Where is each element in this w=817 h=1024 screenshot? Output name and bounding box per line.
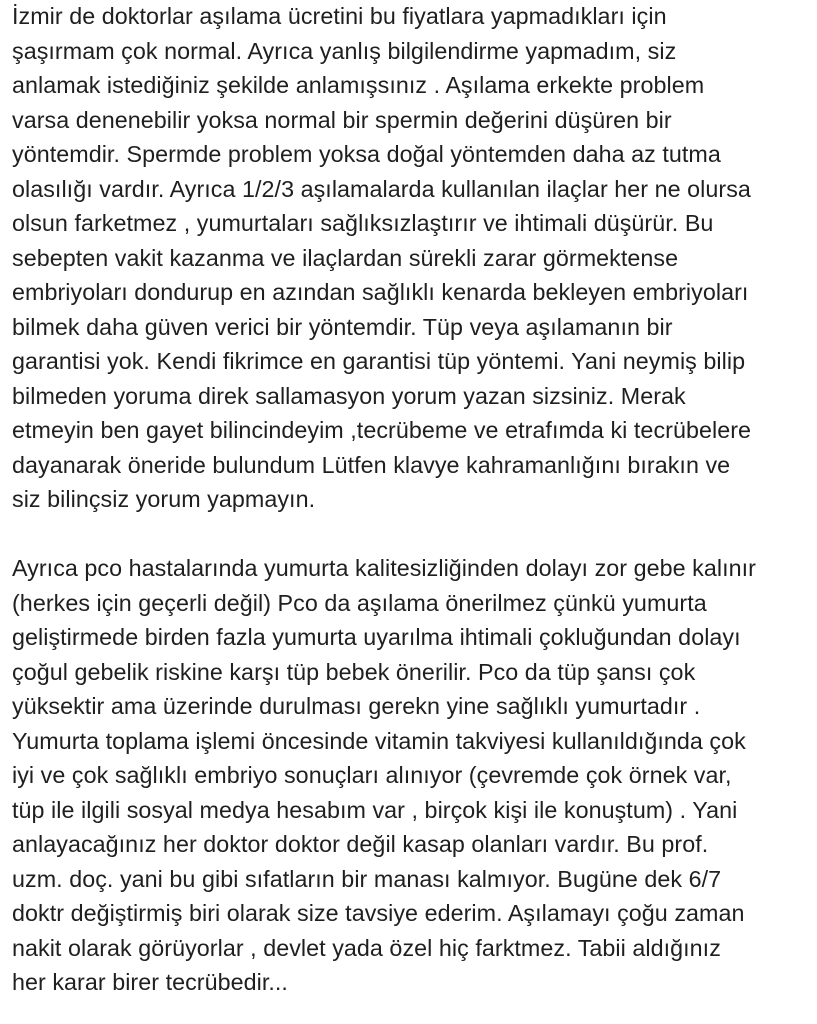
text-line: Yumurta toplama işlemi öncesinde vitamin takviyesi kullanıldığında çok bbox=[12, 727, 746, 754]
text-line: doktr değiştirmiş biri olarak size tavsiye ederim. Aşılamayı çoğu zaman bbox=[12, 900, 745, 926]
text-line: çoğul gebelik riskine karşı tüp bebek önerilir. Pco da tüp şansı çok bbox=[12, 658, 696, 685]
text-line: siz bilinçsiz yorum yapmayın. bbox=[12, 486, 316, 512]
text-line: yüksektir ama üzerinde durulması gerekn yine sağlıklı yumurtadır . bbox=[12, 693, 701, 719]
comment-paragraph-1 bbox=[12, 0, 811, 517]
text-line: Ayrıca pco hastalarında yumurta kalitesizliğinden dolayı zor gebe kalınır bbox=[12, 555, 756, 581]
text-line: varsa denenebilir yoksa normal bir spermin değerini düşüren bir bbox=[12, 106, 672, 133]
comment-paragraph-2 bbox=[12, 551, 811, 1000]
text-line: sebepten vakit kazanma ve ilaçlardan sürekli zarar görmektense bbox=[12, 244, 679, 271]
text-line: her karar birer tecrübedir... bbox=[12, 969, 288, 995]
text-line: İzmir de doktorlar aşılama ücretini bu fiyatlara yapmadıkları için bbox=[12, 3, 667, 29]
text-line: dayanarak öneride bulundum Lütfen klavye kahramanlığını bırakın ve bbox=[12, 451, 731, 478]
text-line: bilmek daha güven verici bir yöntemdir. Tüp veya aşılamanın bir bbox=[12, 313, 673, 340]
text-line: embriyoları dondurup en azından sağlıklı kenarda bekleyen embriyoları bbox=[12, 279, 749, 305]
text-line: geliştirmede birden fazla yumurta uyarılma ihtimali çokluğundan dolayı bbox=[12, 624, 741, 650]
text-line: şaşırmam çok normal. Ayrıca yanlış bilgilendirme yapmadım, siz bbox=[12, 37, 677, 64]
text-line: iyi ve çok sağlıklı embriyo sonuçları alınıyor (çevremde çok örnek var, bbox=[12, 762, 732, 788]
text-line: (herkes için geçerli değil) Pco da aşılama önerilmez çünkü yumurta bbox=[12, 589, 707, 616]
text-line: garantisi yok. Kendi fikrimce en garantisi tüp yöntemi. Yani neymiş bilip bbox=[12, 348, 746, 374]
text-line: uzm. doç. yani bu gibi sıfatların bir manası kalmıyor. Bugüne dek 6/7 bbox=[12, 865, 722, 892]
text-line: tüp ile ilgili sosyal medya hesabım var , birçok kişi ile konuştum) . Yani bbox=[12, 796, 738, 823]
text-line: bilmeden yoruma direk sallamasyon yorum yazan sizsiniz. Merak bbox=[12, 382, 686, 409]
text-line: anlayacağınız her doktor doktor değil kasap olanları vardır. Bu prof. bbox=[12, 831, 709, 857]
paragraph-spacer bbox=[12, 517, 811, 552]
text-line: nakit olarak görüyorlar , devlet yada özel hiç farktmez. Tabii aldığınız bbox=[12, 934, 721, 961]
text-line: olasılığı vardır. Ayrıca 1/2/3 aşılamalarda kullanılan ilaçlar her ne olursa bbox=[12, 175, 751, 202]
comment-text-block bbox=[12, 0, 811, 1000]
text-line: yöntemdir. Spermde problem yoksa doğal yöntemden daha az tutma bbox=[12, 141, 721, 167]
text-line: anlamak istediğiniz şekilde anlamışsınız . Aşılama erkekte problem bbox=[12, 72, 705, 98]
text-line: etmeyin ben gayet bilincindeyim ,tecrübeme ve etrafımda ki tecrübelere bbox=[12, 417, 752, 443]
text-line: olsun farketmez , yumurtaları sağlıksızlaştırır ve ihtimali düşürür. Bu bbox=[12, 210, 714, 236]
